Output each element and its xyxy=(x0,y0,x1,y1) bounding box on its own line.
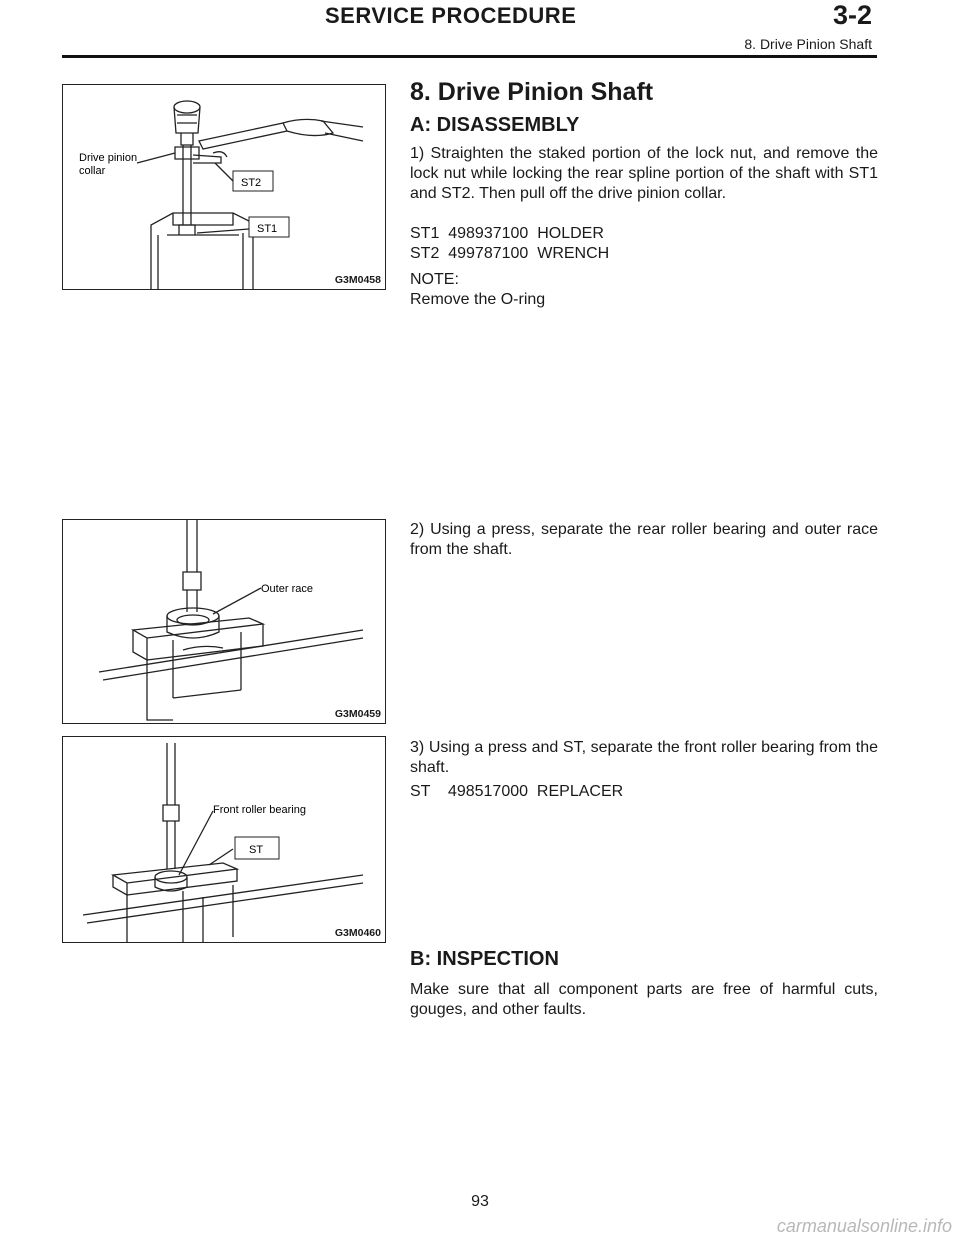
note-label: NOTE: xyxy=(410,271,459,288)
figure-g3m0458 xyxy=(62,84,386,290)
label-st2: ST2 xyxy=(241,177,262,189)
inspection-heading: B: INSPECTION xyxy=(410,948,559,970)
header-divider xyxy=(62,55,877,58)
label-front-roller-bearing: Front roller bearing xyxy=(213,804,306,816)
figure-caption: G3M0458 xyxy=(334,274,381,286)
tool-st2: ST2 499787100 WRENCH xyxy=(410,245,610,262)
section-title: 8. Drive Pinion Shaft xyxy=(410,78,654,106)
disassembly-heading-block xyxy=(410,114,878,137)
header-section-number: 3-2 xyxy=(832,0,872,30)
figure-g3m0460-illustration xyxy=(63,737,385,942)
label-collar: collar xyxy=(79,165,106,177)
step-1-text: 1) Straighten the staked portion of the lock nut, and remove the lock nut while locking the rear spline portion of the shaft with ST1 and ST2. Then pull off the drive pinion collar. xyxy=(410,145,878,202)
label-drive-pinion: Drive pinion xyxy=(79,152,138,164)
step-2-block xyxy=(410,520,878,560)
figure-caption: G3M0459 xyxy=(334,708,381,720)
step-3-text: 3) Using a press and ST, separate the front roller bearing from the shaft. xyxy=(410,739,878,776)
watermark-link[interactable]: carmanualsonline.info xyxy=(776,1216,952,1236)
header-subtitle: 8. Drive Pinion Shaft xyxy=(744,36,872,52)
label-st: ST xyxy=(249,844,264,856)
section-title-block xyxy=(410,78,878,107)
inspection-text: Make sure that all component parts are free of harmful cuts, gouges, and other faults. xyxy=(410,981,878,1018)
step-1-block xyxy=(410,144,878,204)
tool-st1: ST1 498937100 HOLDER xyxy=(410,225,604,242)
note-block xyxy=(410,270,878,310)
disassembly-heading: A: DISASSEMBLY xyxy=(410,114,580,136)
figure-g3m0460 xyxy=(62,736,386,943)
step-3-block xyxy=(410,738,878,778)
figure-caption: G3M0460 xyxy=(334,927,381,939)
tools-3-block xyxy=(410,782,878,802)
label-st1: ST1 xyxy=(257,223,278,235)
label-outer-race: Outer race xyxy=(261,583,313,595)
header-title: SERVICE PROCEDURE xyxy=(325,3,577,28)
inspection-text-block xyxy=(410,980,878,1020)
inspection-heading-block xyxy=(410,948,878,971)
figure-g3m0459 xyxy=(62,519,386,724)
page-number: 93 xyxy=(471,1193,489,1210)
step-2-text: 2) Using a press, separate the rear roller bearing and outer race from the shaft. xyxy=(410,521,878,558)
figure-g3m0458-illustration xyxy=(63,85,385,289)
tool-st: ST 498517000 REPLACER xyxy=(410,783,624,800)
figure-g3m0459-illustration xyxy=(63,520,385,723)
tools-1-block xyxy=(410,224,878,264)
note-text: Remove the O-ring xyxy=(410,291,546,308)
